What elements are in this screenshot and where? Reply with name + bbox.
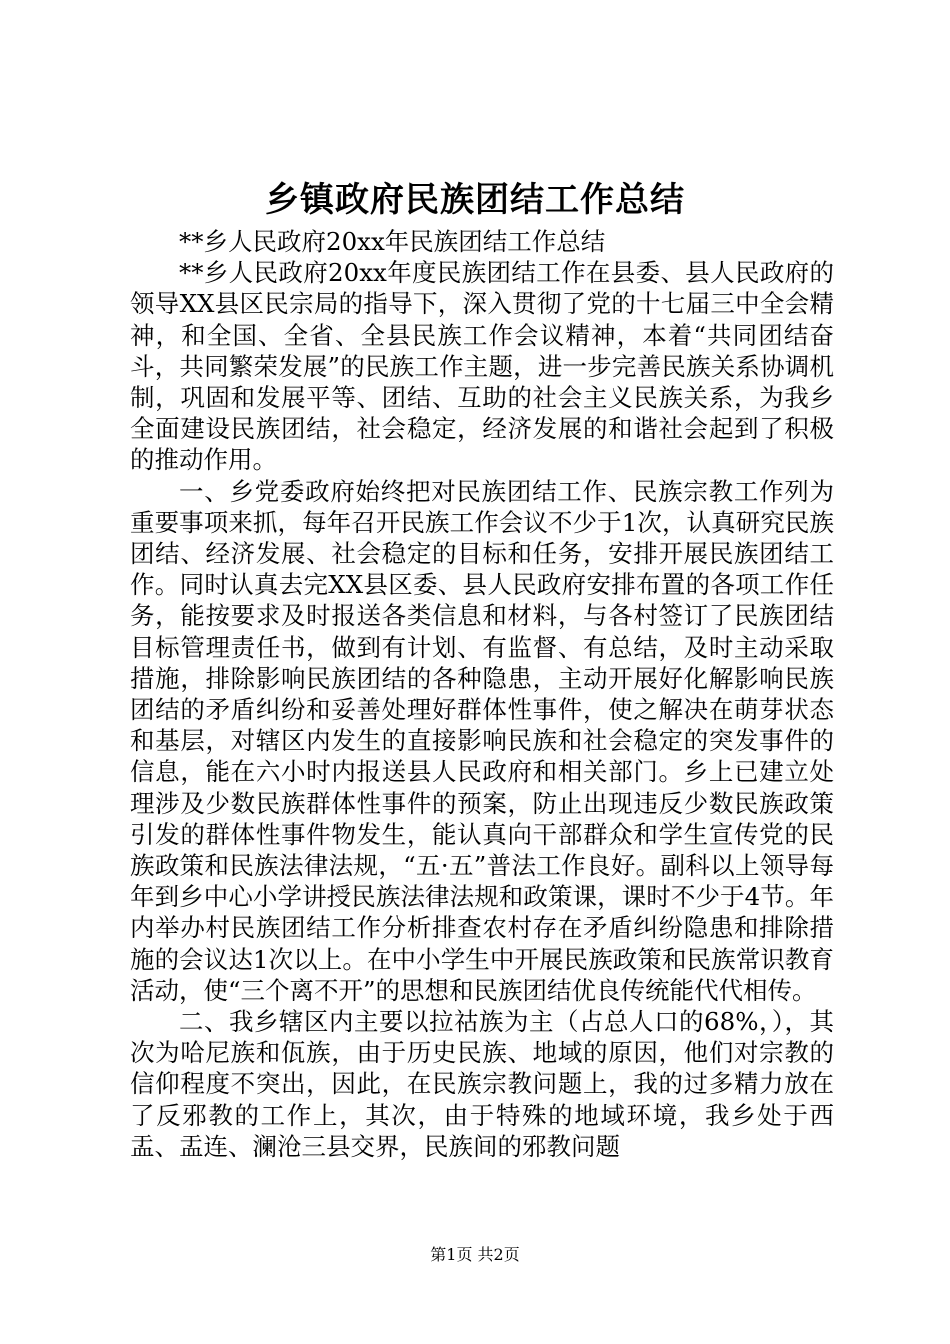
document-title: 乡镇政府民族团结工作总结 (265, 180, 685, 220)
subtitle-paragraph: **乡人民政府20xx年民族团结工作总结 (179, 227, 606, 256)
section-two-paragraph: 二、我乡辖区内主要以拉祜族为主（占总人口的68%，），其次为哈尼族和佤族，由于历史民族、地域的原因，他们对宗教的信仰程度不突出，因此，在民族宗教问题上，我的过多精力放在了反邪教的工作上，其次，由于特殊的地域环境，我乡处于西盂、盂连、澜沧三县交界，民族间的邪教问题 (130, 1007, 834, 1161)
intro-paragraph: **乡人民政府20xx年度民族团结工作在县委、县人民政府的领导XX县区民宗局的指导下，深入贯彻了党的十七届三中全会精神，和全国、全省、全县民族工作会议精神，本着“共同团结奋斗，共同繁荣发展”的民族工作主题，进一步完善民族关系协调机制，巩固和发展平等、团结、互助的社会主义民族关系，为我乡全面建设民族团结，社会稳定，经济发展的和谐社会起到了积极的推动作用。 (130, 258, 834, 475)
page-footer: 第1页 共2页 (430, 1245, 520, 1264)
section-one-paragraph: 一、乡党委政府始终把对民族团结工作、民族宗教工作列为重要事项来抓，每年召开民族工作会议不少于1次，认真研究民族团结、经济发展、社会稳定的目标和任务，安排开展民族团结工作。同时认真去完XX县区委、县人民政府安排布置的各项工作任务，能按要求及时报送各类信息和材料，与各村签订了民族团结目标管理责任书，做到有计划、有监督、有总结，及时主动采取措施，排除影响民族团结的各种隐患，主动开展好化解影响民族团结的矛盾纠纷和妥善处理好群体性事件，使之解决在萌芽状态和基层，对辖区内发生的直接影响民族和社会稳定的突发事件的信息，能在六小时内报送县人民政府和相关部门。乡上已建立处理涉及少数民族群体性事件的预案，防止出现违反少数民族政策引发的群体性事件物发生，能认真向干部群众和学生宣传党的民族政策和民族法律法规，“五·五”普法工作良好。副科以上领导每年到乡中心小学讲授民族法律法规和政策课，课时不少于4节。年内举办村民族团结工作分析排查农村存在矛盾纠纷隐患和排除措施的会议达1次以上。在中小学生中开展民族政策和民族常识教育活动，使“三个离不开”的思想和民族团结优良传统能代代相传。 (130, 476, 834, 1005)
document-body (130, 226, 834, 1162)
